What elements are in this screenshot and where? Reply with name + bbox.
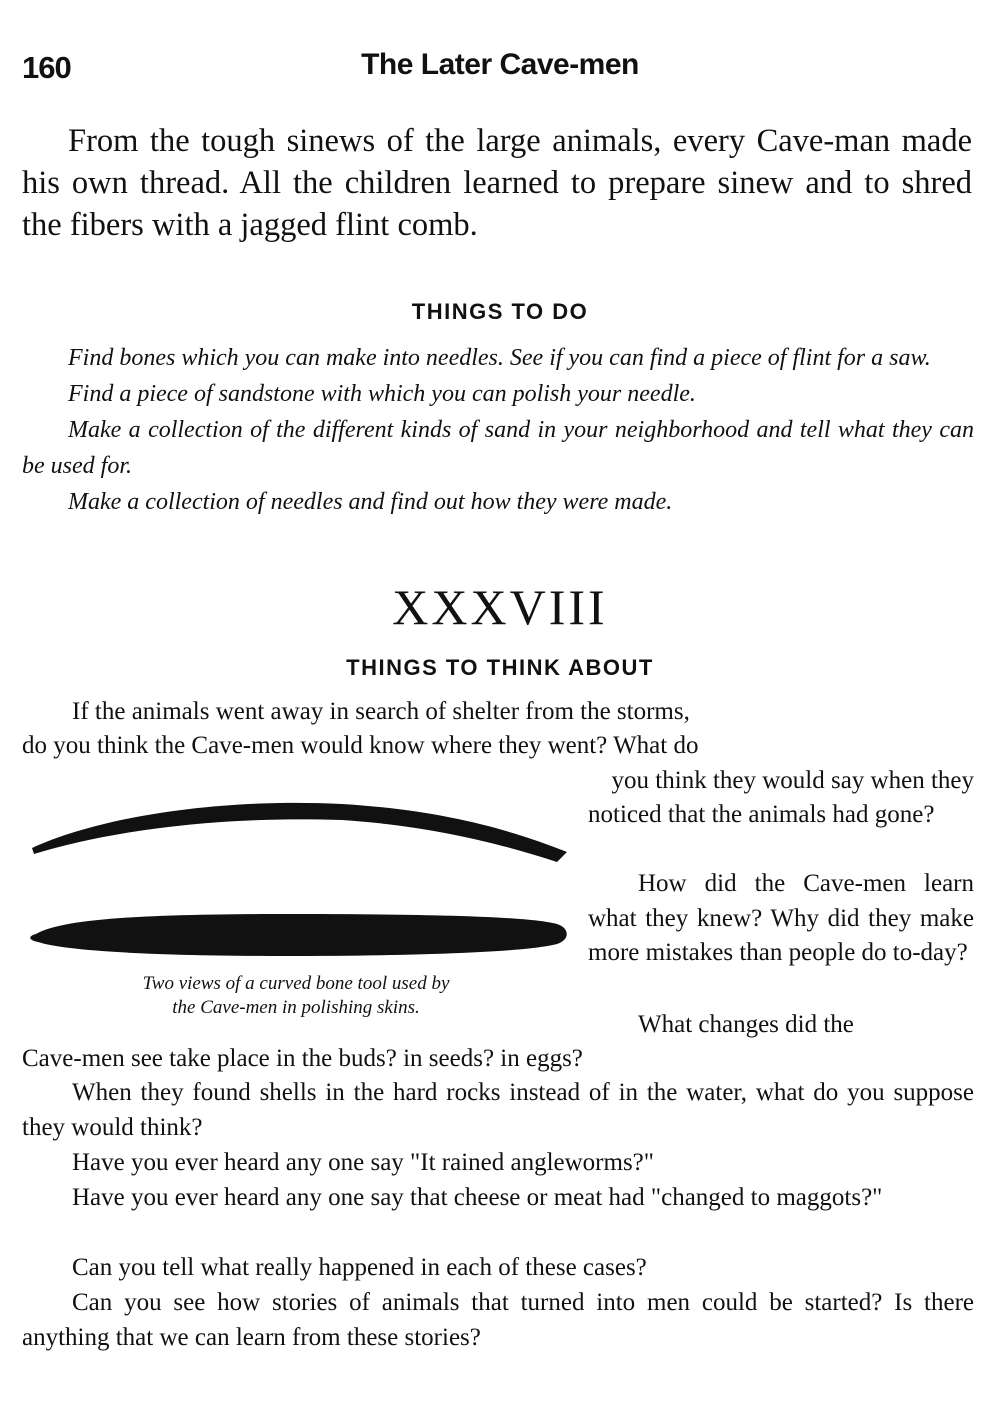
chapter-numeral: XXXVIII (392, 579, 608, 635)
figure-caption-line-1: Two views of a curved bone tool used by (142, 973, 450, 994)
figure-caption-line-2: the Cave-men in polishing skins. (172, 997, 420, 1018)
think-paragraph-4: When they found shells in the hard rocks instead of in the water, what do you suppose they would think? (22, 1079, 974, 1141)
think-paragraph-1-line-3: you think they would say when they (611, 767, 974, 794)
page-number: 160 (22, 50, 71, 85)
bone-tool-illustration (22, 786, 570, 966)
think-paragraph-1-continued: noticed that the animals had gone? (588, 801, 935, 828)
things-to-do-list (22, 340, 974, 520)
todo-item: Make a collection of needles and find out how they were made. (68, 489, 673, 515)
bone-tool-side-view (32, 803, 567, 862)
think-paragraph-3-continued: Cave-men see take place in the buds? in seeds? in eggs? (22, 1045, 583, 1072)
things-to-think-about-heading: THINGS TO THINK ABOUT (346, 655, 654, 680)
think-paragraph-3-start: What changes did the (638, 1011, 854, 1038)
intro-paragraph: From the tough sinews of the large animals, every Cave-man made his own thread. All the children learned to prepare sinew and to shred the fibers with a jagged flint comb. (22, 123, 972, 243)
think-paragraph-8: Can you see how stories of animals that turned into men could be started? Is there anything that we can learn from these stories? (22, 1289, 974, 1351)
think-paragraph-6: Have you ever heard any one say that cheese or meat had "changed to maggots?" (72, 1184, 883, 1211)
todo-item: Make a collection of the different kinds of sand in your neighborhood and tell what they can be used for. (22, 417, 974, 479)
things-to-do-heading: THINGS TO DO (411, 299, 589, 324)
todo-item: Find bones which you can make into needles. See if you can find a piece of flint for a saw. (68, 345, 931, 371)
think-paragraph-1-line-1: If the animals went away in search of shelter from the storms, (72, 698, 690, 725)
think-paragraph-5: Have you ever heard any one say "It rained angleworms?" (72, 1149, 654, 1176)
running-title: The Later Cave-men (361, 48, 639, 81)
think-paragraph-1-line-2: do you think the Cave-men would know where they went? What do (22, 732, 699, 759)
bone-tool-top-view (30, 914, 567, 956)
think-paragraph-2: How did the Cave-men learn what they knew? Why did they make more mistakes than people do to-day? (588, 870, 974, 966)
think-paragraph-7: Can you tell what really happened in each of these cases? (72, 1254, 647, 1281)
todo-item: Find a piece of sandstone with which you can polish your needle. (68, 381, 696, 407)
bone-tool-figure (22, 786, 570, 1021)
figure-caption (22, 972, 570, 1020)
